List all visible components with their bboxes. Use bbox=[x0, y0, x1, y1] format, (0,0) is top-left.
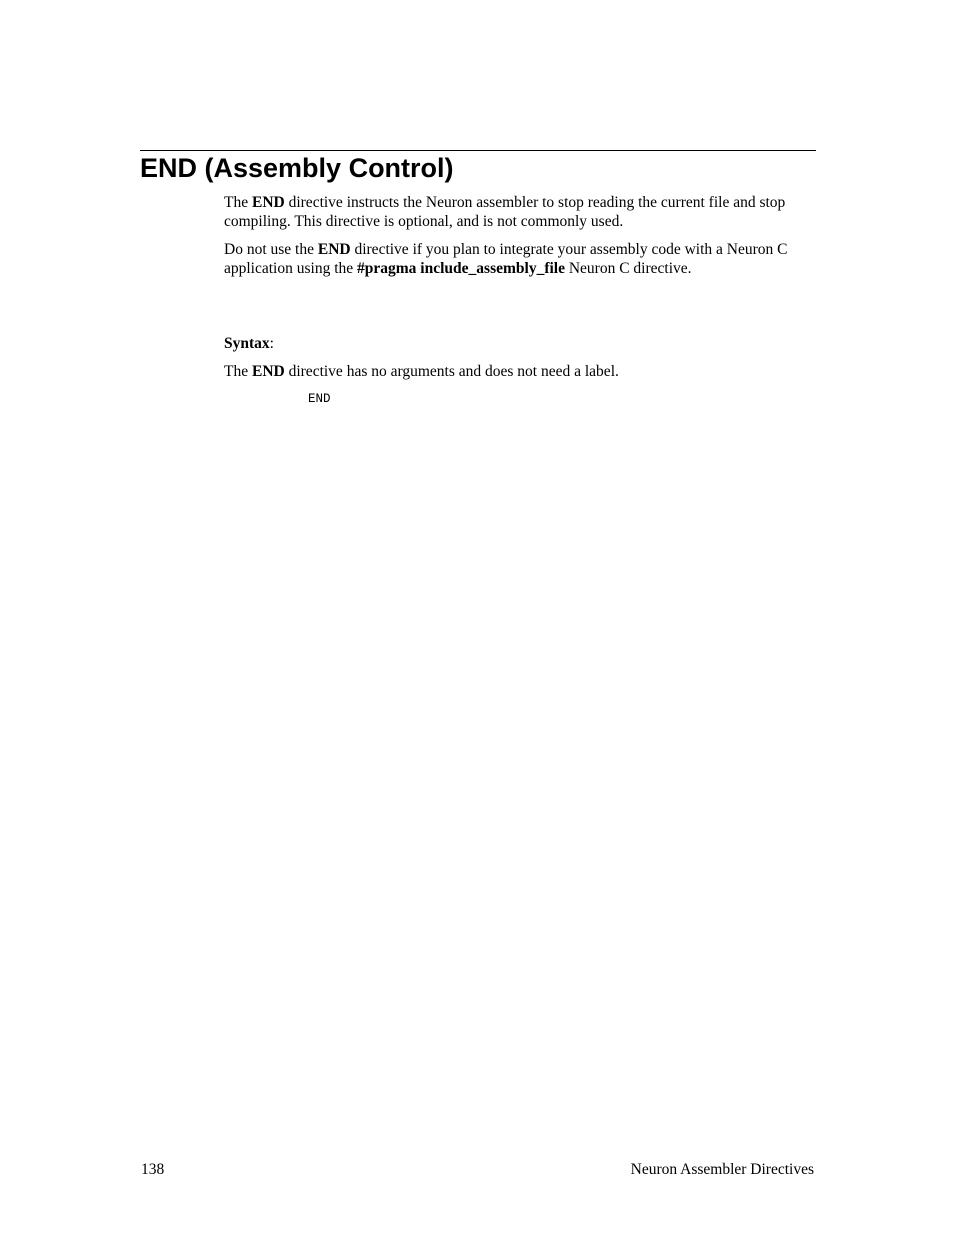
text-run: directive instructs the Neuron assembler to stop reading the current file and stop compiling. This directive is optional, and is not commonly used. bbox=[224, 194, 786, 230]
bold-term-end: END bbox=[317, 241, 351, 258]
paragraph-warning bbox=[224, 240, 814, 278]
paragraph-description bbox=[224, 193, 814, 231]
page-title: END (Assembly Control) bbox=[140, 153, 454, 183]
text-run: directive has no arguments and does not need a label. bbox=[284, 363, 619, 380]
syntax-label: Syntax bbox=[224, 335, 270, 352]
text-run: directive if you plan to integrate your assembly code with a Neuron C application using the bbox=[224, 241, 788, 277]
syntax-heading bbox=[224, 334, 814, 353]
syntax-description bbox=[224, 362, 814, 381]
text-run: Neuron C directive. bbox=[564, 260, 692, 277]
bold-term-pragma: #pragma include_assembly_file bbox=[357, 260, 565, 277]
bold-term-end: END bbox=[251, 363, 285, 380]
syntax-colon: : bbox=[269, 335, 274, 352]
text-run: The bbox=[224, 363, 252, 380]
code-example: END bbox=[308, 392, 331, 406]
text-run: The bbox=[224, 194, 252, 211]
text-run: Do not use the bbox=[224, 241, 318, 258]
bold-term-end: END bbox=[251, 194, 285, 211]
page-number: 138 bbox=[141, 1161, 165, 1178]
chapter-title: Neuron Assembler Directives bbox=[630, 1161, 814, 1178]
